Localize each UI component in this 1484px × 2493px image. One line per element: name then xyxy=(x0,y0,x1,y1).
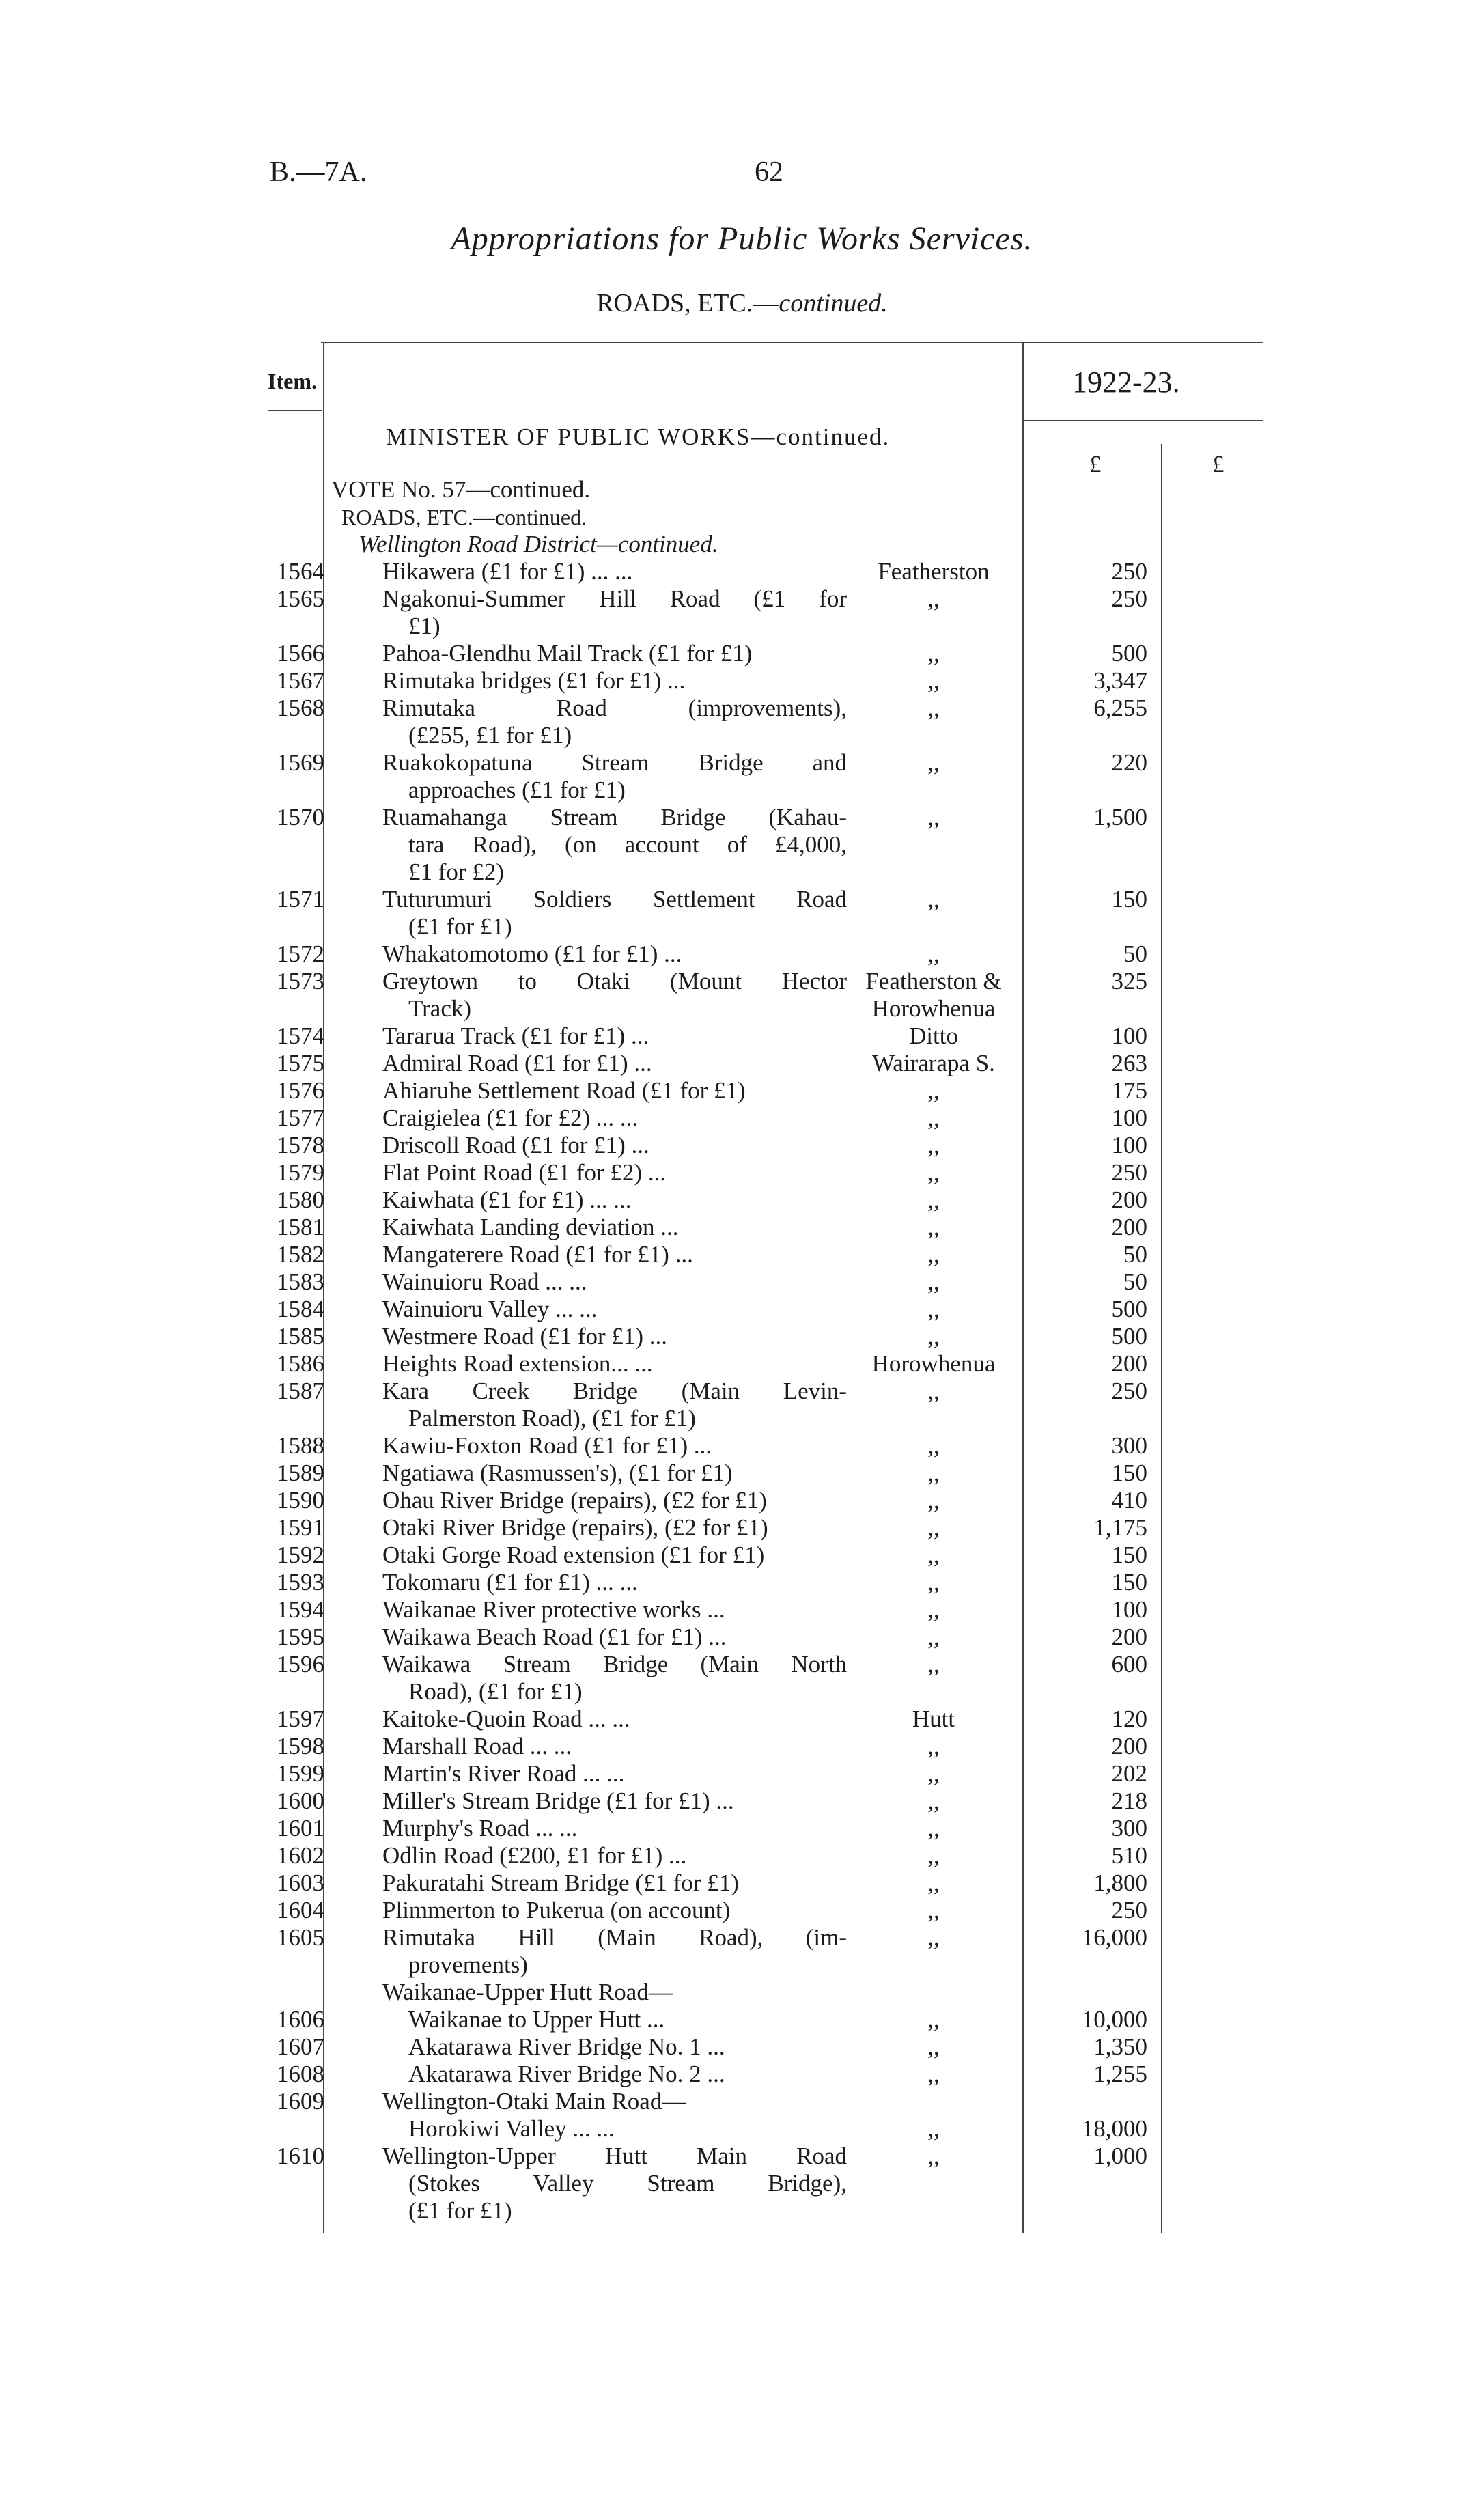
item-number: 1567 xyxy=(277,667,324,694)
amount-cell: 1,175 xyxy=(1093,1514,1147,1541)
amount-cell: 200 xyxy=(1111,1733,1147,1759)
amount-cell: 50 xyxy=(1123,941,1147,967)
item-description xyxy=(382,1487,847,1514)
item-description xyxy=(382,1924,847,1979)
district-column: ,, xyxy=(927,640,940,667)
item-description xyxy=(382,1350,847,1378)
district-column: ,, xyxy=(927,749,940,776)
description-line: (Stokes Valley Stream Bridge), xyxy=(408,2170,847,2197)
district-column: ,, xyxy=(927,1514,940,1541)
item-description xyxy=(382,886,847,941)
year-header-underline xyxy=(1024,420,1263,421)
item-description xyxy=(382,1460,847,1487)
description-line: Ruamahanga Stream Bridge (Kahau- xyxy=(382,804,847,831)
amount-cell: 510 xyxy=(1111,1842,1147,1869)
description-line: Hikawera (£1 for £1) ... ... xyxy=(382,558,633,585)
item-number: 1572 xyxy=(277,941,324,967)
item-description xyxy=(382,1214,847,1241)
district-column: ,, xyxy=(927,1815,940,1841)
amount-cell: 500 xyxy=(1111,640,1147,667)
amount-cell: 300 xyxy=(1111,1815,1147,1841)
amount-cell: 1,800 xyxy=(1093,1869,1147,1896)
district-column: ,, xyxy=(927,1596,940,1623)
district-heading: Wellington Road District—continued. xyxy=(359,531,718,557)
description-line: Craigielea (£1 for £2) ... ... xyxy=(382,1104,639,1131)
description-line: (£1 for £1) xyxy=(408,913,512,940)
item-number: 1601 xyxy=(277,1815,324,1841)
item-number: 1610 xyxy=(277,2143,324,2169)
district-column: ,, xyxy=(927,1432,940,1459)
item-number: 1596 xyxy=(277,1651,324,1677)
item-description xyxy=(382,667,847,695)
amount-cell: 10,000 xyxy=(1081,2006,1147,2033)
item-number: 1589 xyxy=(277,1460,324,1486)
item-description xyxy=(382,1979,847,2006)
description-line: (£255, £1 for £1) xyxy=(408,722,572,749)
currency-symbol-1: £ xyxy=(1089,451,1102,477)
item-description xyxy=(382,1323,847,1350)
description-line: Ruakokopatuna Stream Bridge and xyxy=(382,749,847,776)
description-line: Murphy's Road ... ... xyxy=(382,1815,578,1841)
district-column: ,, xyxy=(927,1241,940,1268)
item-number: 1607 xyxy=(277,2033,324,2060)
page-title: Appropriations for Public Works Services. xyxy=(451,221,1033,257)
item-number: 1598 xyxy=(277,1733,324,1759)
item-description xyxy=(382,1132,847,1159)
description-line: Rimutaka Road (improvements), xyxy=(382,695,847,721)
item-description xyxy=(382,1022,847,1050)
item-number: 1578 xyxy=(277,1132,324,1158)
description-line: Marshall Road ... ... xyxy=(382,1733,572,1759)
item-number: 1592 xyxy=(277,1542,324,1568)
item-number: 1581 xyxy=(277,1214,324,1240)
description-line: Waikawa Beach Road (£1 for £1) ... xyxy=(382,1624,727,1650)
district-column: ,, xyxy=(927,1624,940,1650)
district-column: ,, xyxy=(927,1296,940,1322)
item-description xyxy=(382,1296,847,1323)
year-column-header: 1922-23. xyxy=(1072,365,1180,399)
amount-cell: 250 xyxy=(1111,1159,1147,1186)
item-description xyxy=(382,749,847,804)
item-number: 1579 xyxy=(277,1159,324,1186)
description-line: Greytown to Otaki (Mount Hector xyxy=(382,968,847,994)
description-line: Otaki River Bridge (repairs), (£2 for £1) xyxy=(382,1514,768,1541)
district-column: ,, xyxy=(927,667,940,694)
item-number: 1590 xyxy=(277,1487,324,1514)
item-number: 1575 xyxy=(277,1050,324,1076)
item-number: 1588 xyxy=(277,1432,324,1459)
amount-cell: 250 xyxy=(1111,1897,1147,1923)
item-description xyxy=(382,1268,847,1296)
amount-cell: 6,255 xyxy=(1093,695,1147,721)
amount-cell: 1,255 xyxy=(1093,2061,1147,2087)
district-column: Horowhenua xyxy=(871,995,996,1022)
district-column: ,, xyxy=(927,1378,940,1404)
item-number: 1576 xyxy=(277,1077,324,1104)
item-description xyxy=(382,1897,847,1924)
item-description xyxy=(382,1569,847,1596)
description-line: Driscoll Road (£1 for £1) ... xyxy=(382,1132,649,1158)
district-column: Featherston xyxy=(878,558,990,585)
description-line: Kaiwhata Landing deviation ... xyxy=(382,1214,679,1240)
amount-cell: 1,000 xyxy=(1093,2143,1147,2169)
item-description xyxy=(382,1077,847,1104)
district-column: ,, xyxy=(927,1104,940,1131)
subtitle-continued: continued. xyxy=(779,289,888,318)
description-line: Martin's River Road ... ... xyxy=(382,1760,625,1787)
amount-cell: 325 xyxy=(1111,968,1147,994)
amount-cell: 250 xyxy=(1111,558,1147,585)
district-column: ,, xyxy=(927,2143,940,2169)
description-line: Akatarawa River Bridge No. 2 ... xyxy=(408,2061,725,2087)
district-column: Wairarapa S. xyxy=(872,1050,995,1076)
amount-cell: 150 xyxy=(1111,1460,1147,1486)
description-line: Tuturumuri Soldiers Settlement Road xyxy=(382,886,847,913)
description-line: Waikawa Stream Bridge (Main North xyxy=(382,1651,847,1677)
district-column: ,, xyxy=(927,1760,940,1787)
description-line: Wainuioru Road ... ... xyxy=(382,1268,587,1295)
district-column: ,, xyxy=(927,2115,940,2142)
amount-cell: 16,000 xyxy=(1081,1924,1147,1951)
item-number: 1604 xyxy=(277,1897,324,1923)
subtitle-main: ROADS, ETC.— xyxy=(596,289,779,318)
amount-cell: 600 xyxy=(1111,1651,1147,1677)
item-number: 1583 xyxy=(277,1268,324,1295)
description-line: Wellington-Otaki Main Road— xyxy=(382,2088,686,2115)
item-description xyxy=(382,558,847,585)
item-description xyxy=(382,1514,847,1542)
description-line: Ohau River Bridge (repairs), (£2 for £1) xyxy=(382,1487,767,1514)
item-number: 1585 xyxy=(277,1323,324,1350)
item-number: 1565 xyxy=(277,585,324,612)
amount-cell: 150 xyxy=(1111,1542,1147,1568)
district-column: ,, xyxy=(927,2006,940,2033)
item-description xyxy=(382,1705,847,1733)
district-column: ,, xyxy=(927,1651,940,1677)
item-number: 1605 xyxy=(277,1924,324,1951)
item-number: 1599 xyxy=(277,1760,324,1787)
item-description xyxy=(382,1624,847,1651)
description-line: Kara Creek Bridge (Main Levin- xyxy=(382,1378,847,1404)
amount-cell: 410 xyxy=(1111,1487,1147,1514)
district-column: ,, xyxy=(927,1487,940,1514)
district-column: ,, xyxy=(927,1924,940,1951)
item-number: 1593 xyxy=(277,1569,324,1596)
amount-cell: 100 xyxy=(1111,1596,1147,1623)
item-number: 1566 xyxy=(277,640,324,667)
district-column: ,, xyxy=(927,1842,940,1869)
item-number: 1600 xyxy=(277,1787,324,1814)
currency-symbol-2: £ xyxy=(1212,451,1224,477)
description-line: Rimutaka Hill (Main Road), (im- xyxy=(382,1924,847,1951)
item-number: 1597 xyxy=(277,1705,324,1732)
district-column: ,, xyxy=(927,2061,940,2087)
item-description xyxy=(382,1378,847,1432)
amount-cell: 50 xyxy=(1123,1241,1147,1268)
amount-cell: 250 xyxy=(1111,1378,1147,1404)
amount-cell: 500 xyxy=(1111,1296,1147,1322)
amount-cell: 300 xyxy=(1111,1432,1147,1459)
description-line: provements) xyxy=(408,1951,528,1978)
amount-cell: 50 xyxy=(1123,1268,1147,1295)
description-line: Kawiu-Foxton Road (£1 for £1) ... xyxy=(382,1432,712,1459)
district-column: ,, xyxy=(927,941,940,967)
year-column-left-divider xyxy=(1022,342,1024,2233)
item-description xyxy=(382,1787,847,1815)
district-column: ,, xyxy=(927,1569,940,1596)
item-number: 1591 xyxy=(277,1514,324,1541)
item-description xyxy=(382,2115,847,2143)
amount-cell: 100 xyxy=(1111,1022,1147,1049)
district-column: ,, xyxy=(927,1159,940,1186)
section-subtitle xyxy=(0,288,1484,318)
district-column: ,, xyxy=(927,1077,940,1104)
roads-subheading: ROADS, ETC.—continued. xyxy=(341,505,587,529)
district-column: ,, xyxy=(927,585,940,612)
item-description xyxy=(382,695,847,749)
description-line: Tokomaru (£1 for £1) ... ... xyxy=(382,1569,638,1596)
description-line: Plimmerton to Pukerua (on account) xyxy=(382,1897,731,1923)
description-line: Pahoa-Glendhu Mail Track (£1 for £1) xyxy=(382,640,753,667)
table-top-rule xyxy=(321,342,1263,343)
amount-cell: 1,500 xyxy=(1093,804,1147,831)
item-description xyxy=(382,1432,847,1460)
item-description xyxy=(382,1050,847,1077)
district-column: Featherston & xyxy=(865,968,1002,994)
item-description xyxy=(382,1815,847,1842)
amount-cell: 263 xyxy=(1111,1050,1147,1076)
amount-cell: 18,000 xyxy=(1081,2115,1147,2142)
description-line: Wainuioru Valley ... ... xyxy=(382,1296,598,1322)
description-line: Pakuratahi Stream Bridge (£1 for £1) xyxy=(382,1869,739,1896)
description-line: Westmere Road (£1 for £1) ... xyxy=(382,1323,668,1350)
item-number: 1606 xyxy=(277,2006,324,2033)
description-line: Tararua Track (£1 for £1) ... xyxy=(382,1022,649,1049)
item-description xyxy=(382,1733,847,1760)
page-number: 62 xyxy=(755,156,783,188)
amount-cell: 220 xyxy=(1111,749,1147,776)
description-line: Flat Point Road (£1 for £2) ... xyxy=(382,1159,667,1186)
description-line: Rimutaka bridges (£1 for £1) ... xyxy=(382,667,686,694)
item-number: 1580 xyxy=(277,1186,324,1213)
item-description xyxy=(382,1241,847,1268)
district-column: Hutt xyxy=(912,1705,955,1732)
amount-cell: 500 xyxy=(1111,1323,1147,1350)
item-description xyxy=(382,804,847,886)
item-number: 1602 xyxy=(277,1842,324,1869)
document-reference: B.—7A. xyxy=(270,156,367,188)
description-line: Waikanae to Upper Hutt ... xyxy=(408,2006,665,2033)
description-line: £1) xyxy=(408,613,440,639)
district-column: ,, xyxy=(927,1214,940,1240)
description-line: Kaitoke-Quoin Road ... ... xyxy=(382,1705,630,1732)
amount-cell: 100 xyxy=(1111,1104,1147,1131)
item-description xyxy=(382,2088,847,2115)
district-column: ,, xyxy=(927,1787,940,1814)
description-line: approaches (£1 for £1) xyxy=(408,777,626,803)
item-description xyxy=(382,1869,847,1897)
description-line: Horokiwi Valley ... ... xyxy=(408,2115,615,2142)
item-number: 1570 xyxy=(277,804,324,831)
amount-cell: 200 xyxy=(1111,1350,1147,1377)
item-number: 1584 xyxy=(277,1296,324,1322)
item-number: 1564 xyxy=(277,558,324,585)
amount-cell: 202 xyxy=(1111,1760,1147,1787)
description-line: Odlin Road (£200, £1 for £1) ... xyxy=(382,1842,687,1869)
item-number: 1569 xyxy=(277,749,324,776)
district-column: ,, xyxy=(927,1132,940,1158)
description-line: Ahiaruhe Settlement Road (£1 for £1) xyxy=(382,1077,746,1104)
amount-cell: 100 xyxy=(1111,1132,1147,1158)
description-line: Road), (£1 for £1) xyxy=(408,1678,583,1705)
description-line: Ngatiawa (Rasmussen's), (£1 for £1) xyxy=(382,1460,733,1486)
district-column: ,, xyxy=(927,1542,940,1568)
amount-cell: 1,350 xyxy=(1093,2033,1147,2060)
item-description xyxy=(382,2033,847,2061)
district-column: ,, xyxy=(927,2033,940,2060)
description-line: Akatarawa River Bridge No. 1 ... xyxy=(408,2033,725,2060)
item-number: 1586 xyxy=(277,1350,324,1377)
item-description xyxy=(382,585,847,640)
item-description xyxy=(382,2006,847,2033)
description-line: Wellington-Upper Hutt Main Road xyxy=(382,2143,847,2169)
district-column: ,, xyxy=(927,886,940,913)
amount-cell: 200 xyxy=(1111,1186,1147,1213)
district-column: Horowhenua xyxy=(871,1350,996,1377)
item-description xyxy=(382,1596,847,1624)
item-number: 1608 xyxy=(277,2061,324,2087)
section-heading: MINISTER OF PUBLIC WORKS—continued. xyxy=(386,423,891,450)
item-number: 1582 xyxy=(277,1241,324,1268)
item-description xyxy=(382,1104,847,1132)
item-description xyxy=(382,640,847,667)
district-column: ,, xyxy=(927,1733,940,1759)
district-column: ,, xyxy=(927,1323,940,1350)
item-description xyxy=(382,1186,847,1214)
description-line: Heights Road extension... ... xyxy=(382,1350,653,1377)
district-column: ,, xyxy=(927,1897,940,1923)
description-line: Admiral Road (£1 for £1) ... xyxy=(382,1050,652,1076)
description-line: (£1 for £1) xyxy=(408,2197,512,2224)
description-line: Palmerston Road), (£1 for £1) xyxy=(408,1405,696,1432)
amount-cell: 150 xyxy=(1111,886,1147,913)
amount-cell: 218 xyxy=(1111,1787,1147,1814)
description-line: Mangaterere Road (£1 for £1) ... xyxy=(382,1241,693,1268)
item-number: 1595 xyxy=(277,1624,324,1650)
amount-cell: 200 xyxy=(1111,1214,1147,1240)
item-number: 1574 xyxy=(277,1022,324,1049)
item-number: 1577 xyxy=(277,1104,324,1131)
description-line: Kaiwhata (£1 for £1) ... ... xyxy=(382,1186,632,1213)
item-number: 1573 xyxy=(277,968,324,994)
vote-heading: VOTE No. 57—continued. xyxy=(331,476,591,503)
item-description xyxy=(382,1760,847,1787)
item-description xyxy=(382,1842,847,1869)
district-column: Ditto xyxy=(909,1022,958,1049)
district-column: ,, xyxy=(927,1460,940,1486)
amount-cell: 120 xyxy=(1111,1705,1147,1732)
amount-cell: 250 xyxy=(1111,585,1147,612)
district-column: ,, xyxy=(927,804,940,831)
description-line: Miller's Stream Bridge (£1 for £1) ... xyxy=(382,1787,734,1814)
item-description xyxy=(382,1159,847,1186)
item-description xyxy=(382,1651,847,1705)
item-column-header: Item. xyxy=(268,369,317,393)
amount-cell: 3,347 xyxy=(1093,667,1147,694)
item-description xyxy=(382,941,847,968)
item-number: 1568 xyxy=(277,695,324,721)
district-column: ,, xyxy=(927,695,940,721)
description-line: Waikanae-Upper Hutt Road— xyxy=(382,1979,673,2005)
item-header-underline xyxy=(268,410,322,411)
item-number: 1609 xyxy=(277,2088,324,2115)
item-description xyxy=(382,2143,847,2225)
description-line: Whakatomotomo (£1 for £1) ... xyxy=(382,941,682,967)
item-number: 1587 xyxy=(277,1378,324,1404)
district-column: ,, xyxy=(927,1186,940,1213)
district-column: ,, xyxy=(927,1268,940,1295)
item-description xyxy=(382,1542,847,1569)
description-line: tara Road), (on account of £4,000, xyxy=(408,831,847,858)
description-line: £1 for £2) xyxy=(408,859,504,885)
item-description xyxy=(382,968,847,1022)
amount-cell: 175 xyxy=(1111,1077,1147,1104)
amount-cell: 150 xyxy=(1111,1569,1147,1596)
district-column: ,, xyxy=(927,1869,940,1896)
description-line: Track) xyxy=(408,995,472,1022)
description-line: Ngakonui-Summer Hill Road (£1 for xyxy=(382,585,847,612)
item-number: 1594 xyxy=(277,1596,324,1623)
amount-cell: 200 xyxy=(1111,1624,1147,1650)
item-number: 1571 xyxy=(277,886,324,913)
description-line: Otaki Gorge Road extension (£1 for £1) xyxy=(382,1542,765,1568)
description-line: Waikanae River protective works ... xyxy=(382,1596,725,1623)
item-description xyxy=(382,2061,847,2088)
amount-column-divider xyxy=(1161,444,1162,2233)
item-number: 1603 xyxy=(277,1869,324,1896)
